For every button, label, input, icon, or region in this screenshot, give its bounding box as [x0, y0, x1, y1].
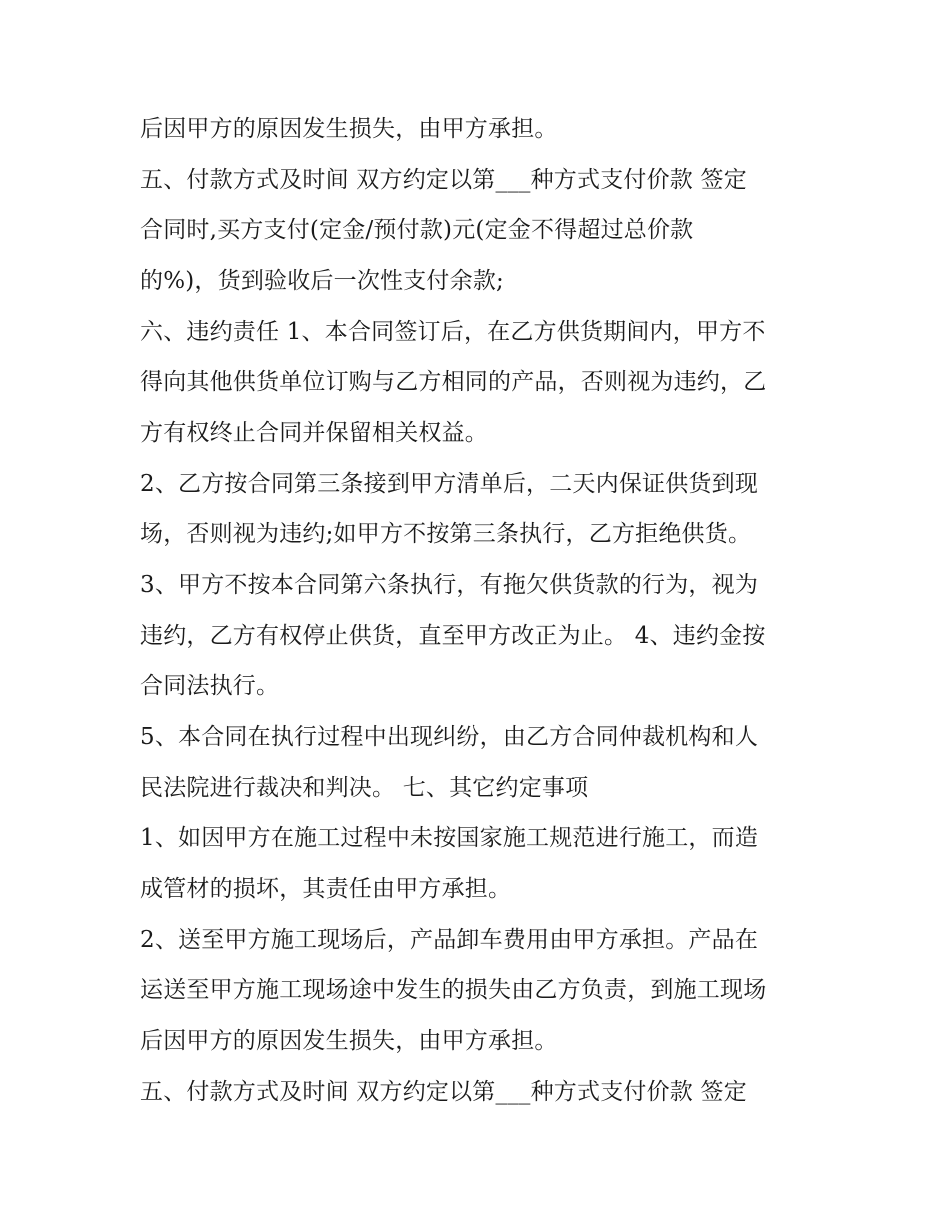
text-line: 的%)，货到验收后一次性支付余款; [140, 268, 504, 294]
text-line: 民法院进行裁决和判决。 七、其它约定事项 [140, 775, 589, 801]
text-line: 五、付款方式及时间 双方约定以第___种方式支付价款 签定 [140, 1079, 747, 1105]
text-line: 成管材的损坏，其责任由甲方承担。 [140, 876, 512, 902]
text-line: 得向其他供货单位订购与乙方相同的产品，否则视为违约，乙 [140, 369, 767, 395]
text-line: 合同时,买方支付(定金/预付款)元(定金不得超过总价款 [140, 217, 694, 243]
text-line: 违约，乙方有权停止供货，直至甲方改正为止。 4、违约金按 [140, 623, 766, 649]
text-line: 合同法执行。 [140, 673, 280, 699]
text-line: 2、乙方按合同第三条接到甲方清单后，二天内保证供货到现 [140, 471, 759, 497]
text-line: 5、本合同在执行过程中出现纠纷，由乙方合同仲裁机构和人 [140, 724, 759, 750]
text-line: 方有权终止合同并保留相关权益。 [140, 420, 488, 446]
text-line: 1、如因甲方在施工过程中未按国家施工规范进行施工，而造 [140, 825, 759, 851]
text-line: 五、付款方式及时间 双方约定以第___种方式支付价款 签定 [140, 167, 747, 193]
text-line: 后因甲方的原因发生损失，由甲方承担。 [140, 1028, 558, 1054]
text-line: 六、违约责任 1、本合同签订后，在乙方供货期间内，甲方不 [140, 319, 766, 345]
text-line: 3、甲方不按本合同第六条执行，有拖欠供货款的行为，视为 [140, 572, 759, 598]
text-line: 后因甲方的原因发生损失，由甲方承担。 [140, 116, 558, 142]
text-line: 运送至甲方施工现场途中发生的损失由乙方负责，到施工现场 [140, 977, 767, 1003]
text-line: 场，否则视为违约;如甲方不按第三条执行，乙方拒绝供货。 [140, 521, 752, 547]
text-line: 2、送至甲方施工现场后，产品卸车费用由甲方承担。产品在 [140, 927, 759, 953]
